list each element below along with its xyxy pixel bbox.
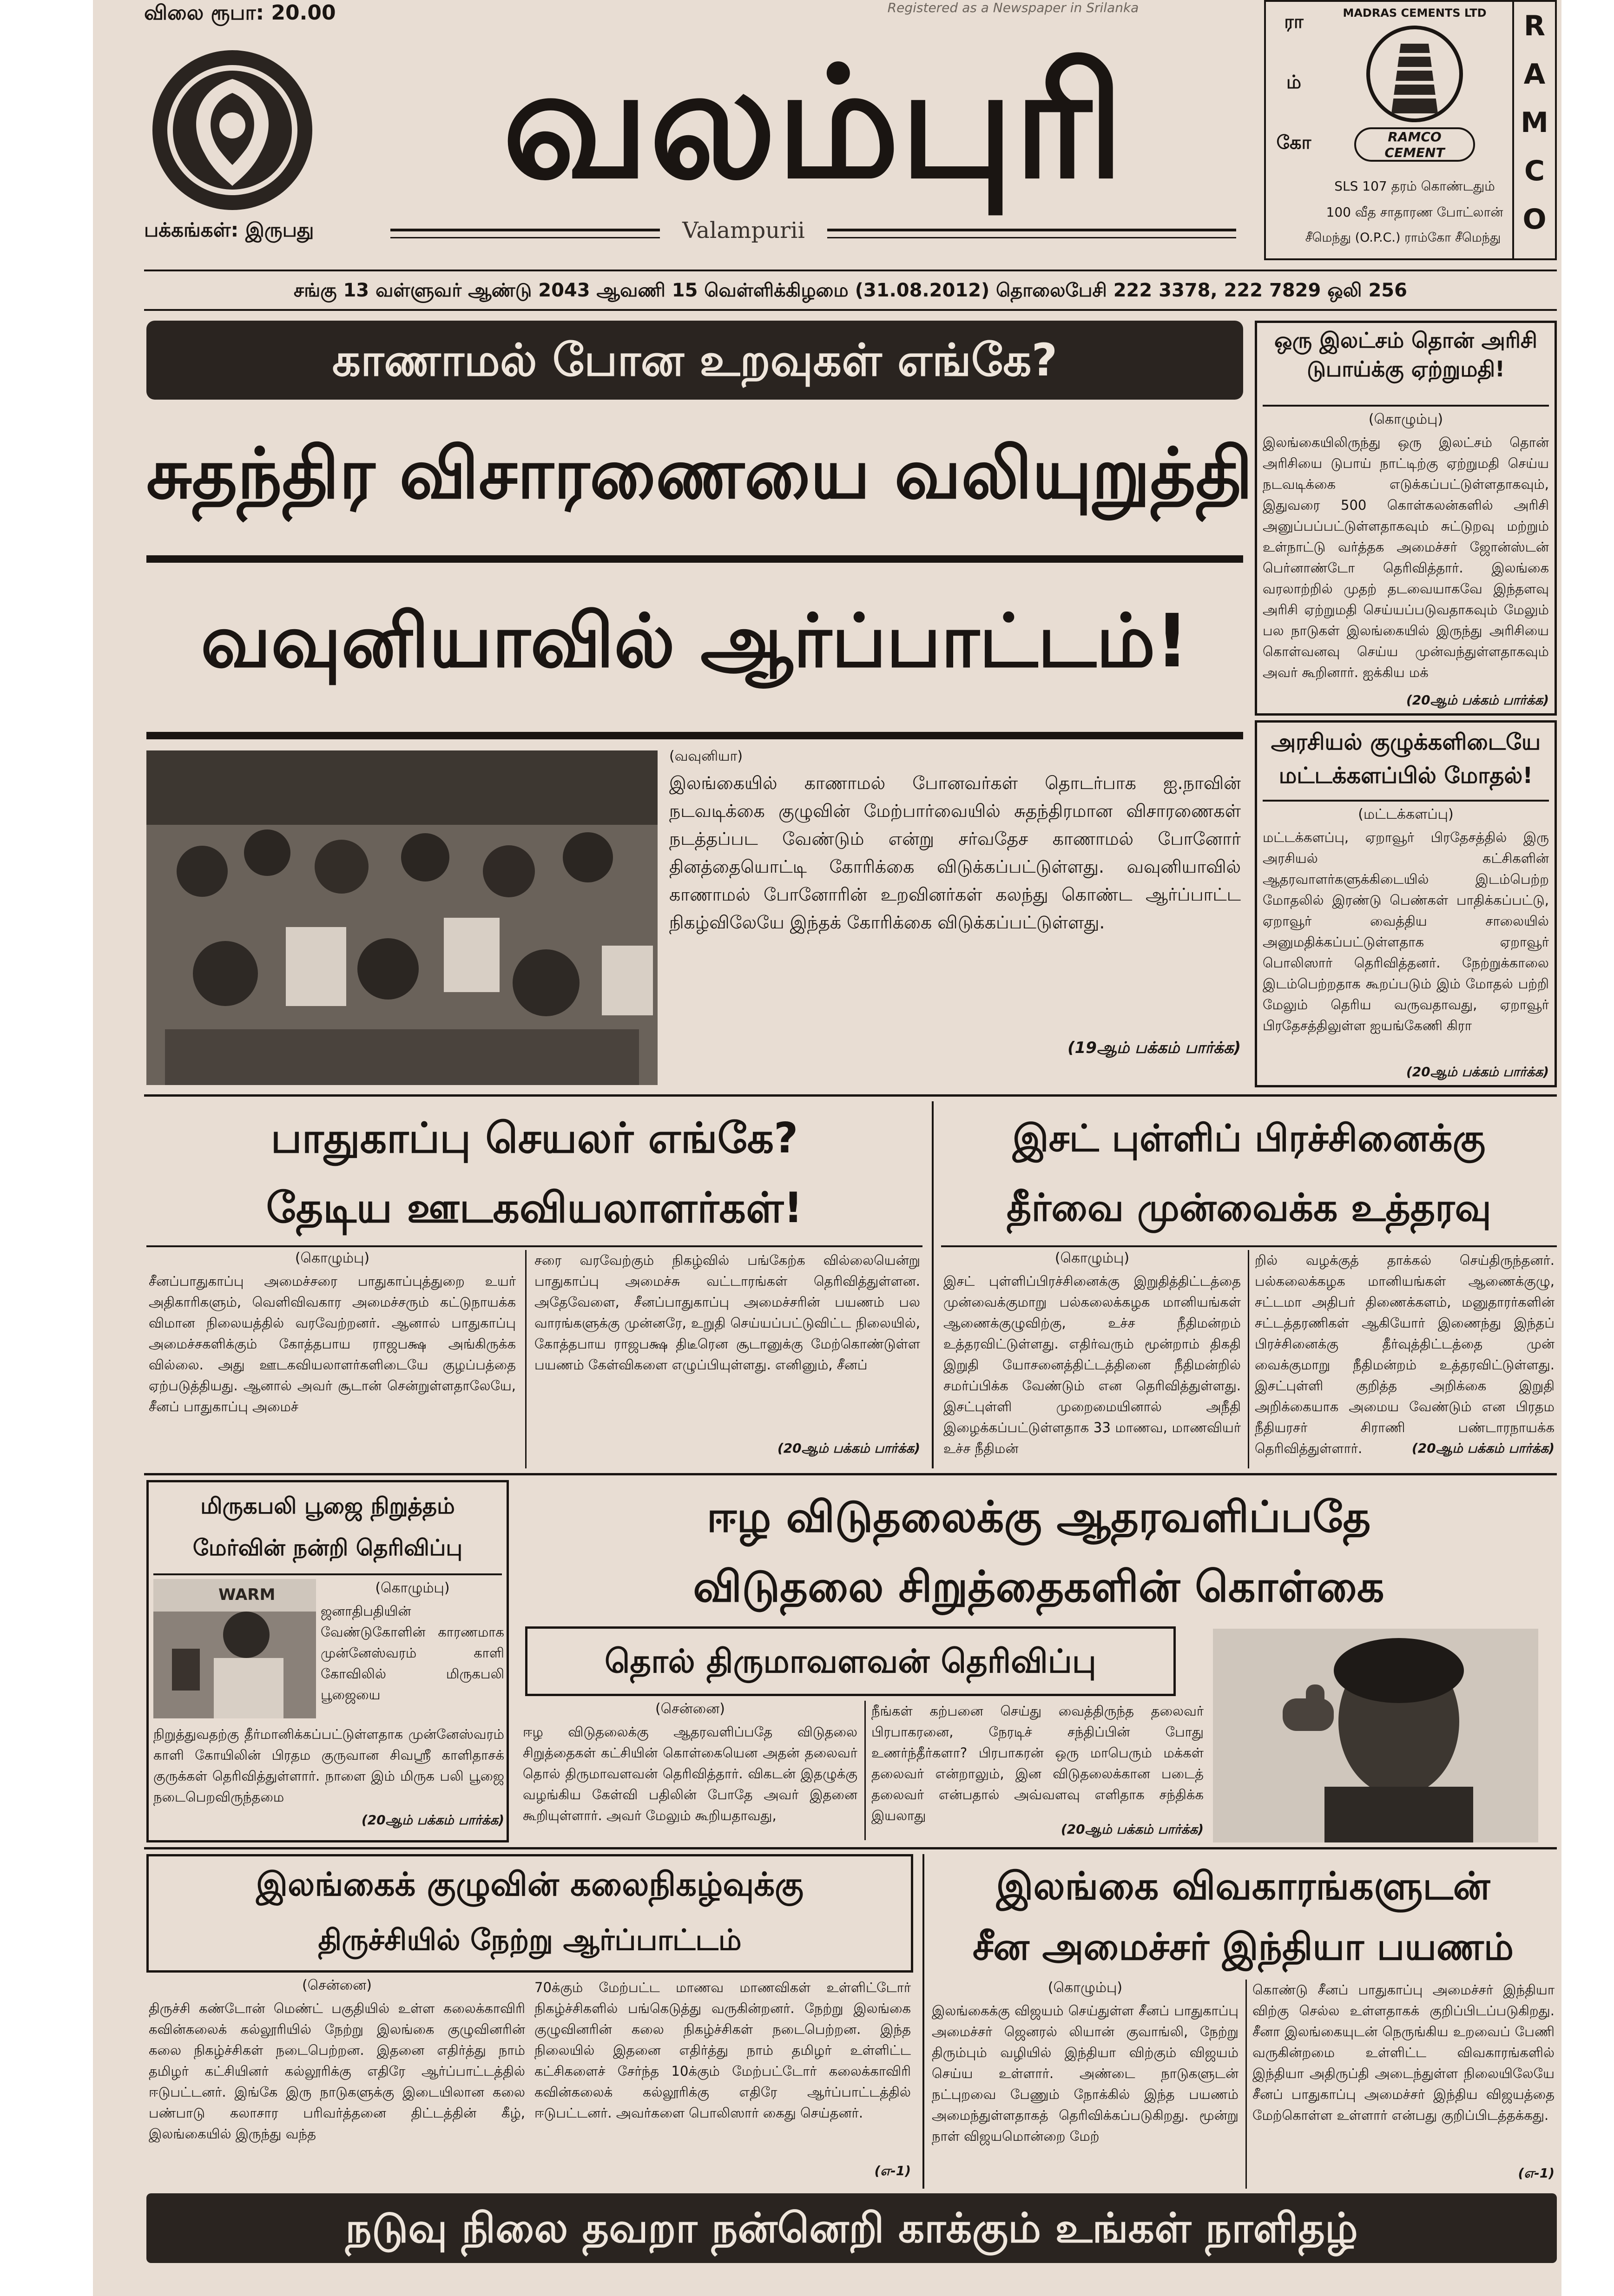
rice-continued: (20ஆம் பக்கம் பார்க்க) <box>1406 692 1549 708</box>
lead-dateline: (வவுனியா) <box>669 748 743 764</box>
batticaloa-story <box>1255 720 1557 1087</box>
zscore-headline-2: தீர்வை முன்வைக்க உத்தரவு <box>1006 1186 1492 1230</box>
sacrifice-continued: (20ஆம் பக்கம் பார்க்க) <box>361 1812 504 1828</box>
china-body-1: இலங்கைக்கு விஜயம் செய்துள்ள சீனப் பாதுகாப்பு அமைச்சர் ஜெனரல் லியான் குவாங்லி, நேற்று திரும்பும் வழியில் இந்தியா விற்கும் விஜயம் செய்ய உள்ளார். அண்டை நாடுகளுடன் நட்புறவை பேணும் நோக்கில் இந்த பயணம் அமைந்துள்ளதாகத் தெரிவிக்கப்படுகிறது. மூன்று நாள் விஜயமொன்றை மேற் <box>932 2003 1238 2144</box>
ad-line-1: SLS 107 தரம் கொண்டதும் <box>1334 178 1495 194</box>
masthead-rule-left2 <box>390 237 660 238</box>
lead-banner: காணாமல் போன உறவுகள் எங்கே? <box>146 321 1243 400</box>
security-continued: (20ஆம் பக்கம் பார்க்க) <box>777 1441 920 1456</box>
section-divider-1 <box>144 1094 1557 1097</box>
minister-photo <box>153 1579 316 1718</box>
protest-photo <box>146 750 658 1085</box>
security-headline-2: தேடிய ஊடகவியலாளர்கள்! <box>266 1184 803 1232</box>
lead-headline-2: வவுனியாவில் ஆர்ப்பாட்டம்! <box>200 599 1189 684</box>
zscore-col-1 <box>943 1250 1241 1468</box>
batti-continued: (20ஆம் பக்கம் பார்க்க) <box>1406 1064 1549 1079</box>
temple-tower-logo <box>1359 25 1470 123</box>
footer-slogan: நடுவு நிலை தவறா நன்னெறி காக்கும் உங்கள் நாளிதழ் <box>146 2193 1557 2263</box>
lead-body: இலங்கையில் காணாமல் போனவர்கள் தொடர்பாக ஐ.நாவின் நடவடிக்கை குழுவின் மேற்பார்வையில் சுதந்திரமான விசாரணைகள் நடத்தப்பட வேண்டும் என்று சர்வதேச காணாமல் போனோர் தினத்தையொட்டி கோரிக்கை விடுக்கப்பட்டுள்ளது. வவுனியாவில் காணாமல் போனோரின் உறவினர்கள் கலந்து கொண்ட ஆர்ப்பாட்ட நிகழ்விலேயே இந்தக் கோரிக்கை விடுக்கப்பட்டுள்ளது. <box>669 773 1241 933</box>
ad-tamil-side-3: கோ <box>1276 132 1311 153</box>
ad-letter: O <box>1522 203 1547 236</box>
ad-arc-text: MADRAS CEMENTS LTD <box>1343 7 1487 20</box>
registration-notice: Registered as a Newspaper in Srilanka <box>887 0 1139 15</box>
security-dateline: (கொழும்பு) <box>295 1250 370 1266</box>
photo-sign: WARM <box>218 1585 276 1604</box>
sacrifice-story <box>146 1480 509 1842</box>
china-continued: (எ-1) <box>1518 2165 1555 2181</box>
sacrifice-headline: மிருகபலி பூஜை நிறுத்தம் மேர்வின் நன்றி தெரிவிப்பு <box>153 1485 502 1575</box>
trichy-col-1 <box>149 1977 525 2191</box>
trichy-headline-2: திருச்சியில் நேற்று ஆர்ப்பாட்டம் <box>318 1923 742 1957</box>
eelam-subheadline: தொல் திருமாவளவன் தெரிவிப்பு <box>525 1626 1176 1696</box>
batti-body: மட்டக்களப்பு, ஏறாவூர் பிரதேசத்தில் இரு அரசியல் கட்சிகளின் ஆதரவாளர்களுக்கிடையில் இடம்பெற்ற மோதலில் இரண்டு பெண்கள் பாதிக்கப்பட்டு, ஏறாவூர் வைத்திய சாலையில் அனுமதிக்கப்பட்டுள்ளதாக ஏறாவூர் பொலிஸார் தெரிவித்தனர். நேற்றுக்காலை இடம்பெற்றதாக கூறப்படும் இம் மோதல் பற்றி மேலும் தெரிய வருவதாவது, ஏறாவூர் பிரதேசத்திலுள்ள ஐயங்கேணி கிரா <box>1263 829 1549 1033</box>
sacrifice-side-text: ஜனாதிபதியின் வேண்டுகோளின் காரணமாக முன்னேஸ்வரம் காளி கோவிலில் மிருகபலி பூஜையை <box>321 1603 504 1703</box>
section-divider-3 <box>144 1847 1557 1849</box>
eelam-headline-1: ஈழ விடுதலைக்கு ஆதரவளிப்பதே <box>706 1492 1371 1542</box>
zscore-dateline: (கொழும்பு) <box>1054 1250 1130 1266</box>
vertical-divider-bottom <box>922 1854 924 2189</box>
china-col-2 <box>1252 1980 1555 2191</box>
trichy-body-2: 70க்கும் மேற்பட்ட மாணவ மாணவிகள் உள்ளிட்டோர் நிகழ்ச்சிகளில் பங்கெடுத்து வருகின்றனர். நேற்று இலங்கை குழுவினரின் கலை நிகழ்ச்சிகள் நடைபெற்றன. இந்த நிலையில் இதனை எதிர்த்து நாம் தமிழர் உள்ளிட்ட கட்சிகளைச் சேர்ந்த 10க்கும் மேற்பட்டோர் கலைக்காவிரி கவின்கலைக் கல்லூரிக்கு எதிரே ஆர்ப்பாட்டத்தில் ஈடுபட்டனர். அவர்களை பொலிஸார் கைது செய்தனர். <box>534 1980 911 2121</box>
eelam-body-1: ஈழ விடுதலைக்கு ஆதரவளிப்பதே விடுதலை சிறுத்தைகள் கட்சியின் கொள்கையென அதன் தலைவர் தொல் திருமாவளவன் தெரிவித்தார். விகடன் இதழுக்கு வழங்கிய கேள்வி பதிலின் போதே அவர் இதனை கூறியுள்ளார். அவர் மேலும் கூறியதாவது, <box>523 1724 857 1823</box>
eelam-col-1 <box>523 1701 857 1845</box>
batti-headline: அரசியல் குழுக்களிடையே மட்டக்களப்பில் மோதல்! <box>1263 725 1549 802</box>
ad-letter: C <box>1524 155 1545 187</box>
english-name: Valampurii <box>682 217 805 243</box>
ad-line-3: சீமெந்து (O.P.C.) ராம்கோ சீமெந்து <box>1305 230 1501 245</box>
rice-dateline: (கொழும்பு) <box>1368 411 1443 428</box>
china-headline-2: சீன அமைச்சர் இந்தியா பயணம் <box>972 1925 1514 1968</box>
masthead-rule-right2 <box>827 237 1236 238</box>
rice-story <box>1255 321 1557 716</box>
security-col-rule <box>525 1250 527 1468</box>
security-body-2: சரை வரவேற்கும் நிகழ்வில் பங்கேற்க வில்லையென்று பாதுகாப்பு அமைச்சு வட்டாரங்கள் தெரிவித்துள்ளன. அதேவேளை, சீனப்பாதுகாப்பு அமைச்சரின் பயணம் பல வாரங்களுக்கு முன்னரே, உறுதி செய்யப்பட்டுவிட்ட நிலையில், கோத்தபாய ராஜபக்ஷ திடீரென சூடானுக்கு மேற்கொண்டுள்ள பயணம் கேள்விகளை எழுப்பியுள்ளது. எனினும், சீனப் <box>534 1252 920 1373</box>
zscore-col-2 <box>1255 1250 1555 1468</box>
thirumavalavan-photo <box>1213 1629 1538 1842</box>
masthead-title: வலம்புரி <box>502 34 1125 212</box>
china-col-1 <box>932 1980 1238 2191</box>
security-rule <box>146 1245 922 1247</box>
eelam-dateline: (சென்னை) <box>655 1701 725 1717</box>
price: விலை ரூபா: 20.00 <box>144 1 336 25</box>
china-col-rule <box>1245 1980 1247 2189</box>
ramco-cement-ad <box>1264 0 1557 260</box>
lead-story-text <box>669 748 1241 1083</box>
eelam-col-2 <box>871 1701 1204 1845</box>
rice-body: இலங்கையிலிருந்து ஒரு இலட்சம் தொன் அரிசியை டுபாய் நாட்டிற்கு ஏற்றுமதி செய்ய நடவடிக்கை எடுக்கப்பட்டுள்ளதாகவும், இதுவரை 500 கொள்கலன்களில் அரிசி அனுப்பப்பட்டுள்ளதாகவும் சுட்டுறவு மற்றும் உள்நாட்டு வர்த்தக அமைச்சர் ஜோன்ஸ்டன் பெர்னாண்டோ தெரிவித்தார். இலங்கை வரலாற்றில் முதற் தடவையாகவே இந்தளவு அரிசி ஏற்றுமதி செய்யப்படுவதாகவும் மேலும் பல நாடுகள் இலங்கையில் இருந்து அரிசியை கொள்வனவு செய்ய முன்வந்துள்ளதாகவும் அவர் கூறினார். ஐக்கிய மக் <box>1263 434 1549 680</box>
ad-letter: R <box>1523 10 1546 42</box>
zscore-body-2: றில் வழக்குத் தாக்கல் செய்திருந்தனர். பல்கலைக்கழக மானியங்கள் ஆணைக்குழு, சட்டமா அதிபர் திணைக்களம், மனுதாரர்களின் சட்டத்தரணிகள் ஆகியோர் இணைந்து இந்தப் பிரச்சினைக்கு தீர்வுத்திட்டத்தை முன் வைக்குமாறு நீதிமன்றம் உத்தரவிட்டுள்ளது. இசட்புள்ளி குறித்த அறிக்கை இறுதி அறிக்கையாக அமைய வேண்டும் என பிரதம நீதியரசர் சிராணி பண்டாரநாயக்க தெரிவித்துள்ளார். <box>1255 1252 1555 1456</box>
zscore-col-rule <box>1248 1250 1249 1468</box>
security-body-1: சீனப்பாதுகாப்பு அமைச்சரை பாதுகாப்புத்துறை உயர் அதிகாரிகளும், வெளிவிவகார அமைச்சரும் கட்டுநாயக்க விமான நிலையத்தில் வரவேற்றனர். ஆனால் பாதுகாப்பு அமைச்சகளிக்கும் கோத்தபாய ராஜபக்ஷ அங்கிருக்க வில்லை. அது ஊடகவியலாளர்களிடையே குழப்பத்தை ஏற்படுத்தியது. ஆனால் அவர் சூடான் சென்றுள்ளதாலேயே, சீனப் பாதுகாப்பு அமைச் <box>149 1273 516 1414</box>
sacrifice-bottom <box>153 1724 504 1840</box>
eelam-headline-2: விடுதலை சிறுத்தைகளின் கொள்கை <box>693 1562 1384 1612</box>
trichy-col-2 <box>534 1977 911 2191</box>
lead-rule-2 <box>146 732 1243 739</box>
sacrifice-dateline: (கொழும்பு) <box>375 1580 450 1596</box>
sacrifice-side <box>321 1580 504 1719</box>
issue-line-rule-top <box>144 270 1557 271</box>
vertical-divider-mid <box>932 1101 934 1468</box>
ad-letter: A <box>1523 58 1546 91</box>
security-col-2 <box>534 1250 920 1468</box>
newspaper-page <box>93 0 1561 2296</box>
lead-rule-1 <box>146 555 1243 563</box>
issue-line: சங்கு 13 வள்ளுவர் ஆண்டு 2043 ஆவணி 15 வெள்ளிக்கிழமை (31.08.2012) தொலைபேசி 222 3378, 222 7829 ஒலி 256 <box>294 280 1407 301</box>
security-col-1 <box>149 1250 516 1468</box>
ramco-badge: RAMCO CEMENT <box>1354 127 1475 162</box>
masthead-rule-left <box>390 229 660 231</box>
sacrifice-body: நிறுத்துவதற்கு தீர்மானிக்கப்பட்டுள்ளதாக முன்னேஸ்வரம் காளி கோயிலின் பிரதம குருவான சிவஸ்ரீ காளிதாசக் குருக்கள் தெரிவித்துள்ளார். நாளை இம் மிருக பலி பூஜை நடைபெறவிருந்தமை <box>153 1726 504 1805</box>
conch-emblem <box>149 46 316 214</box>
china-headline-1: இலங்கை விவகாரங்களுடன் <box>996 1864 1490 1908</box>
eelam-col-rule <box>864 1701 866 1840</box>
rice-headline: ஒரு இலட்சம் தொன் அரிசி டுபாய்க்கு ஏற்றுமதி! <box>1263 326 1549 407</box>
ad-tamil-side-1: ரா <box>1284 11 1304 33</box>
eelam-continued: (20ஆம் பக்கம் பார்க்க) <box>1061 1822 1204 1837</box>
ad-letter: M <box>1521 106 1548 139</box>
trichy-dateline: (சென்னை) <box>302 1977 372 1993</box>
lead-continued: (19ஆம் பக்கம் பார்க்க) <box>1067 1039 1241 1057</box>
ad-tamil-side-2: ம் <box>1286 72 1302 93</box>
china-body-2: கொண்டு சீனப் பாதுகாப்பு அமைச்சர் இந்தியா விற்கு செல்ல உள்ளதாகக் குறிப்பிடப்படுகிறது. சீனா இலங்கையுடன் நெருங்கிய உறவைப் பேணி வருகின்றமை உள்ளிட்ட விவகாரங்களில் இந்தியா அதிருப்தி அடைந்துள்ள நிலையிலேயே சீனப் பாதுகாப்பு அமைச்சர் இந்திய விஜயத்தை மேற்கொள்ள உள்ளார் என்பது குறிப்பிடத்தக்கது. <box>1252 1982 1555 2123</box>
batti-dateline: (மட்டக்களப்பு) <box>1358 806 1454 822</box>
ad-letter-column <box>1512 2 1555 258</box>
trichy-headline-1: இலங்கைக் குழுவின் கலைநிகழ்வுக்கு <box>256 1865 804 1903</box>
lead-headline-1: சுதந்திர விசாரணையை வலியுறுத்தி <box>146 434 1253 514</box>
ad-line-2: 100 வீத சாதாரண போட்லான் <box>1326 204 1503 220</box>
masthead-rule-right <box>827 229 1236 231</box>
trichy-headline-box <box>146 1854 913 1973</box>
zscore-rule <box>941 1245 1557 1247</box>
page-count: பக்கங்கள்: இருபது <box>144 218 314 241</box>
china-dateline: (கொழும்பு) <box>1047 1980 1123 1996</box>
issue-line-rule-bottom <box>144 309 1557 311</box>
trichy-body-1: திருச்சி கண்டோன் மெண்ட் பகுதியில் உள்ள கலைக்காவிரி கவின்கலைக் கல்லூரியில் நேற்று இலங்கை குழுவினரின் கலை நிகழ்ச்சிகள் நடைபெற்றன. இதனை எதிர்த்து நாம் தமிழர் கட்சியினர் கல்லூரிக்கு எதிரே ஆர்ப்பாட்டத்தில் ஈடுபட்டனர். இங்கே இரு நாடுகளுக்கு இடையிலான கலை பண்பாடு கலாசார பரிவர்த்தனை திட்டத்தின் கீழ், இலங்கையில் இருந்து வந்த <box>149 2000 525 2142</box>
section-divider-2 <box>144 1473 1557 1475</box>
security-headline-1: பாதுகாப்பு செயலர் எங்கே? <box>270 1114 798 1163</box>
trichy-continued: (எ-1) <box>874 2163 911 2178</box>
zscore-body-1: இசட் புள்ளிப்பிரச்சினைக்கு இறுதித்திட்டத்தை முன்வைக்குமாறு பல்கலைக்கழக மானியங்கள் ஆணைக்குழுவிற்கு, உச்ச நீதிமன்றம் உத்தரவிட்டுள்ளது. எதிர்வரும் மூன்றாம் திகதி இறுதி யோசனைத்திட்டத்தினை நீதிமன்றில் சமர்ப்பிக்க வேண்டும் என தெரிவித்துள்ளது. இசட்புள்ளி முறைமையினால் அநீதி இழைக்கப்பட்டுள்ளதாக 33 மாணவ, மாணவியர் உச்ச நீதிமன் <box>943 1273 1241 1456</box>
zscore-continued: (20ஆம் பக்கம் பார்க்க) <box>1411 1441 1555 1456</box>
zscore-headline-1: இசட் புள்ளிப் பிரச்சினைக்கு <box>1012 1117 1486 1160</box>
eelam-body-2: நீங்கள் கற்பனை செய்து வைத்திருந்த தலைவர் பிரபாகரனை, நேரடிச் சந்திப்பின் போது உணர்ந்தீர்களா? பிரபாகரன் ஒரு மாபெரும் மக்கள் தலைவர் என்றாலும், இன விடுதலைக்கான படைத் தலைவர் என்பதால் அவ்வளவு எளிதாக சந்திக்க இயலாது <box>871 1703 1204 1823</box>
